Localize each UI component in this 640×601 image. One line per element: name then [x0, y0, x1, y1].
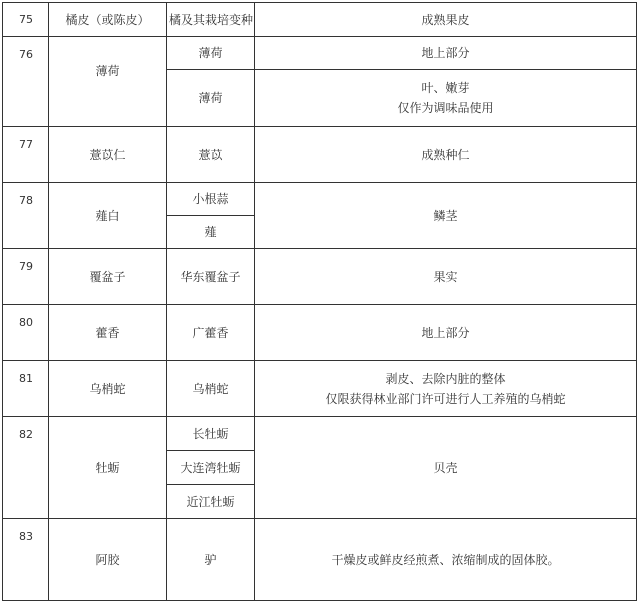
- table-row: [3, 519, 637, 601]
- item-name: 薏苡仁: [49, 127, 167, 183]
- source-species: 长牡蛎: [167, 417, 255, 451]
- table-row: [3, 127, 637, 183]
- row-number: 83: [3, 519, 49, 601]
- source-species: 华东覆盆子: [167, 249, 255, 305]
- used-part: 成熟果皮: [255, 3, 637, 37]
- used-part: 鳞茎: [255, 183, 637, 249]
- source-species: 大连湾牡蛎: [167, 451, 255, 485]
- used-part-line: 叶、嫩芽: [421, 81, 470, 95]
- item-name: 覆盆子: [49, 249, 167, 305]
- used-part: 贝壳: [255, 417, 637, 519]
- used-part: [255, 361, 637, 417]
- used-part: 成熟种仁: [255, 127, 637, 183]
- item-name: 藿香: [49, 305, 167, 361]
- source-species: 橘及其栽培变种: [167, 3, 255, 37]
- row-number: 75: [3, 3, 49, 37]
- usage-restriction: 仅作为调味品使用: [397, 101, 494, 115]
- row-number: 81: [3, 361, 49, 417]
- used-part: 地上部分: [255, 37, 637, 70]
- table-row: [3, 305, 637, 361]
- item-name: 薤白: [49, 183, 167, 249]
- row-number: 82: [3, 417, 49, 519]
- used-part: [255, 70, 637, 127]
- source-species: 薤: [167, 216, 255, 249]
- row-number: 77: [3, 127, 49, 183]
- table-row: [3, 361, 637, 417]
- table-row: [3, 417, 637, 451]
- source-species: 广藿香: [167, 305, 255, 361]
- source-species: 薄荷: [167, 37, 255, 70]
- item-name: 薄荷: [49, 37, 167, 127]
- used-part: 果实: [255, 249, 637, 305]
- table-row: [3, 183, 637, 216]
- used-part: 地上部分: [255, 305, 637, 361]
- table-row: [3, 249, 637, 305]
- source-species: 薏苡: [167, 127, 255, 183]
- table-row: [3, 37, 637, 70]
- item-name: 乌梢蛇: [49, 361, 167, 417]
- source-species: 薄荷: [167, 70, 255, 127]
- usage-restriction: 仅限获得林业部门许可进行人工养殖的乌梢蛇: [325, 391, 566, 406]
- table-row: [3, 3, 637, 37]
- used-part: 干燥皮或鲜皮经煎煮、浓缩制成的固体胶。: [255, 519, 637, 601]
- row-number: 78: [3, 183, 49, 249]
- source-species: 驴: [167, 519, 255, 601]
- row-number: 80: [3, 305, 49, 361]
- source-species: 小根蒜: [167, 183, 255, 216]
- source-species: 近江牡蛎: [167, 485, 255, 519]
- row-number: 79: [3, 249, 49, 305]
- row-number: 76: [3, 37, 49, 127]
- used-part-line: 剥皮、去除内脏的整体: [385, 371, 506, 386]
- item-name: 橘皮（或陈皮）: [49, 3, 167, 37]
- item-name: 牡蛎: [49, 417, 167, 519]
- source-species: 乌梢蛇: [167, 361, 255, 417]
- food-medicine-table: [2, 2, 637, 601]
- item-name: 阿胶: [49, 519, 167, 601]
